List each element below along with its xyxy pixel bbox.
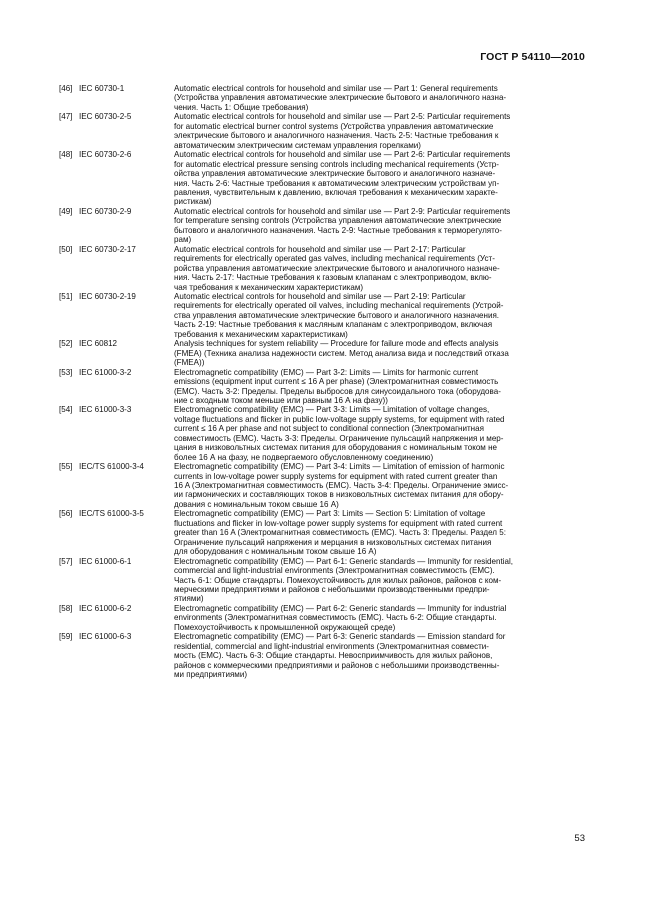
- reference-title-line: requirements for electrically operated gas valves, including mechanical requirements (Уст-: [174, 254, 495, 264]
- reference-title-line: районов с коммерческими предприятиями и районов с небольшими производственны-: [174, 660, 500, 670]
- reference-title: [174, 405, 587, 462]
- reference-title-line: ии гармонических и составляющих токов в низковольтных системах питания для обору-: [174, 490, 504, 500]
- reference-title-line: Electromagnetic compatibility (EMC) — Part 6-2: Generic standards — Immunity for industrial: [174, 603, 507, 613]
- reference-title-line: Automatic electrical controls for household and similar use — Part 2-6: Particular requirements: [174, 150, 511, 160]
- reference-title-line: emissions (equipment input current ≤ 16 A per phase) (Электромагнитная совместимость: [174, 377, 499, 387]
- reference-title-line: Electromagnetic compatibility (EMC) — Part 3-2: Limits — Limits for harmonic current: [174, 367, 479, 377]
- reference-title-line: для оборудования с номинальным током свыше 16 А): [174, 547, 377, 557]
- reference-number: [55]: [59, 462, 73, 472]
- reference-code: IEC 61000-6-2: [79, 603, 132, 613]
- reference-code: IEC 61000-3-2: [79, 367, 132, 377]
- reference-title-line: Electromagnetic compatibility (EMC) — Part 3: Limits — Section 5: Limitation of voltage: [174, 509, 486, 519]
- reference-title-line: Electromagnetic compatibility (EMC) — Part 3-3: Limits — Limitation of voltage changes,: [174, 405, 490, 415]
- reference-entry: [59, 339, 587, 367]
- reference-title-line: мость (EMC). Часть 6-3: Общие стандарты. Невосприимчивость для жилых районов,: [174, 651, 493, 661]
- reference-title-line: бытового и аналогичного назначения. Часть 2-9: Частные требования к терморегулято-: [174, 225, 502, 235]
- reference-title-line: Помехоустойчивость к промышленной окружающей среде): [174, 622, 396, 632]
- reference-code: IEC/TS 61000-3-5: [79, 509, 144, 519]
- reference-title: [174, 245, 587, 292]
- reference-code: IEC 61000-6-1: [79, 556, 132, 566]
- reference-title-line: совместимость (EMC). Часть 3-3: Пределы. Ограничение пульсаций напряжения и мер-: [174, 433, 504, 443]
- reference-title-line: равления, чувствительным к давлению, включая требования к механическим характе-: [174, 187, 498, 197]
- reference-title-line: ойства управления автоматические электрические бытового и аналогичного назначе-: [174, 169, 496, 179]
- reference-title-line: 16 A (Электромагнитная совместимость (EMC). Часть 3-4: Пределы. Ограничение эмисс-: [174, 481, 509, 491]
- reference-number: [50]: [59, 244, 73, 254]
- reference-title-line: (FMEA)): [174, 358, 205, 368]
- reference-list: [59, 84, 587, 680]
- reference-entry: [59, 207, 587, 245]
- reference-code: IEC 61000-3-3: [79, 405, 132, 415]
- reference-code: IEC 60730-2-6: [79, 150, 132, 160]
- reference-number: [47]: [59, 112, 73, 122]
- reference-title-line: Automatic electrical controls for household and similar use — Part 2-5: Particular requirements: [174, 112, 511, 122]
- reference-number: [51]: [59, 291, 73, 301]
- reference-code: IEC 60730-2-17: [79, 244, 136, 254]
- reference-title-line: Electromagnetic compatibility (EMC) — Part 6-1: Generic standards — Immunity for residential,: [174, 556, 513, 566]
- reference-number: [58]: [59, 603, 73, 613]
- reference-title-line: более 16 А на фазу, не подвергаемого обусловленному соединению): [174, 452, 434, 462]
- reference-title-line: цания в низковольтных системах питания для оборудования с номинальным током не: [174, 443, 497, 453]
- reference-title-line: commercial and light-industrial environments (Электромагнитная совместимость (EMC).: [174, 566, 495, 576]
- reference-title-line: ства управления автоматические электрические бытового и аналогичного назначения.: [174, 310, 500, 320]
- reference-title-line: (FMEA) (Техника анализа надежности систем. Метод анализа вида и последствий отказа: [174, 348, 509, 358]
- reference-title-line: чая требования к механическим характеристикам): [174, 282, 364, 292]
- reference-entry: [59, 405, 587, 462]
- reference-title-line: voltage fluctuations and flicker in public low-voltage supply systems, for equipment with rated: [174, 414, 505, 424]
- reference-title-line: currents in low-voltage power supply systems for equipment with rated current greater than: [174, 471, 498, 481]
- reference-title-line: дования с номинальным током свыше 16 А): [174, 499, 339, 509]
- reference-title-line: ние с входным током меньше или равным 16 А на фазу)): [174, 395, 388, 405]
- reference-number: [48]: [59, 150, 73, 160]
- reference-title-line: for automatic electrical pressure sensing controls including mechanical requirements (Устр-: [174, 159, 499, 169]
- reference-entry: [59, 150, 587, 207]
- reference-title-line: ния. Часть 2-6: Частные требования к автоматическим электрическим устройствам уп-: [174, 178, 500, 188]
- reference-number: [49]: [59, 206, 73, 216]
- reference-title-line: Electromagnetic compatibility (EMC) — Part 6-3: Generic standards — Emission standard for: [174, 632, 506, 642]
- reference-title-line: ристикам): [174, 197, 212, 207]
- reference-title: [174, 368, 587, 406]
- reference-code: IEC 61000-6-3: [79, 632, 132, 642]
- reference-title: [174, 339, 587, 367]
- reference-entry: [59, 292, 587, 339]
- reference-title-line: (EMC). Часть 3-2: Пределы. Пределы выбросов для синусоидального тока (оборудова-: [174, 386, 501, 396]
- reference-title: [174, 112, 587, 150]
- reference-number: [54]: [59, 405, 73, 415]
- reference-title-line: Analysis techniques for system reliability — Procedure for failure mode and effects analysis: [174, 339, 499, 349]
- reference-number: [56]: [59, 509, 73, 519]
- reference-title-line: greater than 16 A (Электромагнитная совместимость (EMC). Часть 3: Пределы. Раздел 5:: [174, 528, 506, 538]
- reference-code: IEC 60730-2-19: [79, 291, 136, 301]
- reference-title: [174, 557, 587, 604]
- reference-code: IEC/TS 61000-3-4: [79, 462, 144, 472]
- reference-title-line: current ≤ 16 A per phase and not subject to conditional connection (Электромагнитная: [174, 424, 484, 434]
- reference-title-line: требования к механическим характеристикам): [174, 329, 348, 339]
- reference-title-line: Часть 2-19: Частные требования к масляным клапанам с электроприводом, включая: [174, 320, 493, 330]
- reference-title: [174, 84, 587, 112]
- reference-entry: [59, 557, 587, 604]
- reference-title-line: requirements for electrically operated oil valves, including mechanical requirements (Устрой-: [174, 301, 504, 311]
- reference-title: [174, 462, 587, 509]
- page-number: 53: [574, 833, 585, 844]
- reference-title-line: ятиями): [174, 594, 204, 604]
- reference-number: [52]: [59, 339, 73, 349]
- reference-title: [174, 632, 587, 679]
- reference-title-line: мерческими предприятиями и районов с небольшими производственными предпри-: [174, 585, 490, 595]
- reference-title-line: Automatic electrical controls for household and similar use — Part 2-9: Particular requirements: [174, 206, 511, 216]
- reference-title-line: автоматическим электрическим системам управления горелками): [174, 140, 421, 150]
- reference-title-line: Ограничение пульсаций напряжения и мерцания в низковольтных системах питания: [174, 537, 492, 547]
- reference-number: [53]: [59, 367, 73, 377]
- reference-entry: [59, 632, 587, 679]
- reference-title-line: ния. Часть 2-17: Частные требования к газовым клапанам с электроприводом, вклю-: [174, 273, 492, 283]
- reference-title: [174, 604, 587, 632]
- reference-title: [174, 207, 587, 245]
- reference-title-line: (Устройства управления автоматические электрические бытового и аналогичного назна-: [174, 93, 507, 103]
- reference-entry: [59, 245, 587, 292]
- reference-title-line: ройства управления автоматические электрические бытового и аналогичного назначе-: [174, 263, 500, 273]
- reference-entry: [59, 509, 587, 556]
- reference-title: [174, 292, 587, 339]
- reference-code: IEC 60730-2-5: [79, 112, 132, 122]
- reference-title-line: Automatic electrical controls for household and similar use — Part 2-19: Particular: [174, 291, 466, 301]
- reference-code: IEC 60730-2-9: [79, 206, 132, 216]
- reference-code: IEC 60730-1: [79, 84, 125, 93]
- reference-title-line: Electromagnetic compatibility (EMC) — Part 3-4: Limits — Limitation of emission of harmonic: [174, 462, 505, 472]
- standard-designation: ГОСТ Р 54110—2010: [480, 51, 585, 63]
- reference-title-line: рам): [174, 235, 192, 245]
- reference-number: [57]: [59, 556, 73, 566]
- reference-entry: [59, 462, 587, 509]
- reference-title-line: for temperature sensing controls (Устройства управления автоматические электрические: [174, 216, 502, 226]
- reference-title-line: чения. Часть 1: Общие требования): [174, 102, 309, 112]
- reference-number: [59]: [59, 632, 73, 642]
- reference-title-line: ми предприятиями): [174, 670, 248, 680]
- reference-title-line: fluctuations and flicker in low-voltage power supply systems for equipment with rated current: [174, 518, 503, 528]
- reference-title-line: Automatic electrical controls for household and similar use — Part 2-17: Particular: [174, 244, 466, 254]
- reference-number: [46]: [59, 84, 73, 93]
- reference-code: IEC 60812: [79, 339, 118, 349]
- reference-title-line: Часть 6-1: Общие стандарты. Помехоустойчивость для жилых районов, районов с ком-: [174, 575, 502, 585]
- reference-title: [174, 150, 587, 207]
- reference-title-line: residential, commercial and light-industrial environments (Электромагнитная совмести-: [174, 641, 489, 651]
- reference-title-line: Automatic electrical controls for household and similar use — Part 1: General requirements: [174, 84, 498, 93]
- reference-title-line: environments (Электромагнитная совместимость (EMC). Часть 6-2: Общие стандарты.: [174, 613, 497, 623]
- reference-entry: [59, 84, 587, 112]
- reference-entry: [59, 604, 587, 632]
- reference-title: [174, 509, 587, 556]
- reference-title-line: for automatic electrical burner control systems (Устройства управления автоматические: [174, 121, 494, 131]
- reference-title-line: электрические бытового и аналогичного назначения. Часть 2-5: Частные требования к: [174, 131, 499, 141]
- reference-entry: [59, 112, 587, 150]
- reference-entry: [59, 368, 587, 406]
